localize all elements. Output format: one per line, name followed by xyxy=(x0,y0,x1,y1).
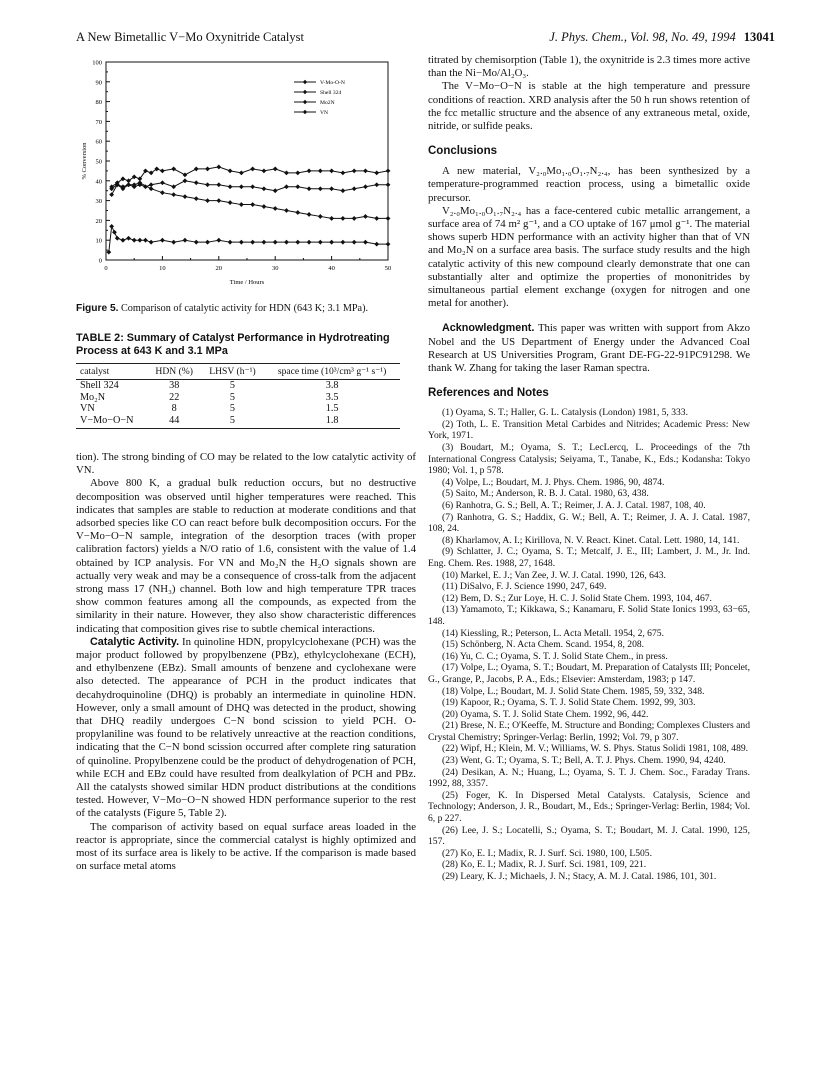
reference-item: (23) Went, G. T.; Oyama, S. T.; Bell, A. T. J. Phys. Chem. 1990, 94, 4240. xyxy=(442,755,726,767)
acknowledgment-text: This paper was written with support from Akzo Nobel and the US Department of Energy under the Advanced Coal Research at US Universities Program, Grant DE-FG-22-91PC91298. We thank W. Zhang for taking the laser Raman spectra. xyxy=(428,322,750,375)
reference-item: (11) DiSalvo, F. J. Science 1990, 247, 649. xyxy=(442,581,607,593)
table-cell: 5 xyxy=(201,415,264,429)
data-point xyxy=(386,242,391,247)
paragraph-catalytic-activity xyxy=(76,636,416,821)
paragraph: titrated by chemisorption (Table 1), the oxynitride is 2.3 times more active than the Ni−Mo/Al₂O₃. xyxy=(428,54,750,80)
data-point xyxy=(273,167,278,172)
data-point xyxy=(273,206,278,211)
data-point xyxy=(295,184,300,189)
data-point xyxy=(318,214,323,219)
plot-frame xyxy=(106,62,388,260)
data-point xyxy=(216,198,221,203)
data-point xyxy=(183,238,188,243)
table-row xyxy=(76,403,400,415)
data-point xyxy=(262,186,267,191)
data-point xyxy=(307,169,312,174)
data-point xyxy=(374,182,379,187)
table-cell: 44 xyxy=(148,415,201,429)
y-tick-label: 50 xyxy=(95,158,102,166)
data-point xyxy=(386,169,391,174)
data-point xyxy=(205,240,210,245)
data-point xyxy=(295,170,300,175)
paragraph-text: In quinoline HDN, propylcyclohexane (PCH) was the major product followed by propylbenzene (PBz), ethylcyclohexane (ECH), and ethylbenzene (EBz). Small amounts of benzene and cyclohexane were also detected. The appearance of PCH in the product indicates that decahydroquinoline (DHQ) is probably an intermediate in quinoline HDN. However, only a small amount of DHQ was detected in the product, showing that DHQ readily undergoes C−N bond scission to yield PCH. O-propylaniline was found to be relatively unreactive at the reaction conditions, indicating that the C−N bond scission occurred after complete ring saturation of quinoline. Propylbenzene could be the product of dehydrogenation of PCH, while ECH and EBz could have resulted from dealkylation of PCH and PBz. All the catalysts showed similar HDN product distributions at the conditions tested. However, V−Mo−O−N showed HDN performance superior to the rest of the catalysts (Figure 5, Table 2). xyxy=(76,635,416,820)
data-point xyxy=(228,169,233,174)
left-column xyxy=(76,54,416,874)
x-tick-label: 30 xyxy=(271,265,279,272)
legend-marker xyxy=(303,90,307,94)
data-point xyxy=(115,236,120,241)
table-title: TABLE 2: Summary of Catalyst Performance in Hydrotreating Process at 643 K and 3.1 MPa xyxy=(76,332,390,357)
data-point xyxy=(307,186,312,191)
data-point xyxy=(194,240,199,245)
data-point xyxy=(273,240,278,245)
data-point xyxy=(250,202,255,207)
data-point xyxy=(386,216,391,221)
y-tick-label: 30 xyxy=(95,198,102,206)
table-row xyxy=(76,392,400,404)
table-cell: Mo₂N xyxy=(80,391,106,403)
data-point xyxy=(329,186,334,191)
data-point xyxy=(228,184,233,189)
data-point xyxy=(363,214,368,219)
reference-item: (9) Schlatter, J. C.; Oyama, S. T.; Metcalf, J. E., III; Lambert, J. M., Jr. Ind. Eng. Chem. Res. 1988, 27, 1648. xyxy=(428,546,750,569)
data-point xyxy=(239,184,244,189)
data-point xyxy=(171,167,176,172)
data-point xyxy=(352,169,357,174)
series-line xyxy=(112,183,388,219)
y-tick-label: 80 xyxy=(95,99,102,107)
data-point xyxy=(137,238,142,243)
data-point xyxy=(284,170,289,175)
section-heading-references: References and Notes xyxy=(428,387,549,400)
table-cell: 3.5 xyxy=(325,391,339,403)
data-point xyxy=(307,212,312,217)
data-point xyxy=(307,240,312,245)
figure-5 xyxy=(76,54,416,314)
data-point xyxy=(352,186,357,191)
table-row xyxy=(76,380,400,392)
reference-item: (16) Yu, C. C.; Oyama, S. T. J. Solid State Chem., in press. xyxy=(442,650,668,662)
table-cell: 1.8 xyxy=(264,415,400,429)
reference-item: (4) Volpe, L.; Boudart, M. J. Phys. Chem. 1986, 90, 4874. xyxy=(442,476,665,488)
reference-item: (13) Yamamoto, T.; Kikkawa, S.; Kanamaru, F. Solid State Ionics 1993, 63−65, 148. xyxy=(428,604,750,627)
run-in-heading: Acknowledgment. xyxy=(442,322,535,335)
data-point xyxy=(262,169,267,174)
reference-item: (8) Kharlamov, A. I.; Kirillova, N. V. React. Kinet. Catal. Lett. 1980, 14, 141. xyxy=(442,534,740,546)
legend-label: Shell 324 xyxy=(320,90,342,97)
data-point xyxy=(183,178,188,183)
data-point xyxy=(295,210,300,215)
series-3 xyxy=(106,224,390,255)
table-cell: 5 xyxy=(229,380,236,391)
paragraph: Above 800 K, a gradual bulk reduction occurs, but no destructive decomposition was observed until higher temperatures were reached. This indicates that samples are stable to reduction at moderate conditions and that adsorbed species like CO can react before bulk decomposition occurs. For the V−Mo−O−N sample, integration of the desorption traces (with proper calibration factors) yields a N/O ratio of 1.6, consistent with the value of 1.4 obtained by ICP analysis. For VN and Mo₂N the H₂O signals shown are actually very weak and may be a consequence of cross-talk from the adjacent strong mass 17 (NH₃) channel. Both low and high temperature TPR traces show common features among all the compounds, as expected from the similarity in their nature. However, they also show characteristic differences indicating that composition gives rise to subtle chemical interactions. xyxy=(76,477,416,635)
table-cell: 3.8 xyxy=(325,380,339,391)
reference-list xyxy=(428,407,750,882)
series-line xyxy=(109,226,388,252)
data-point xyxy=(284,240,289,245)
running-title: A New Bimetallic V−Mo Oxynitride Catalyst xyxy=(76,30,304,44)
data-point xyxy=(121,238,126,243)
col-header: LHSV (h⁻¹) xyxy=(201,364,264,380)
paragraph: The V−Mo−O−N is stable at the high temperature and pressure conditions of reaction. XRD analysis after the 50 h run shows retention of the fcc metallic structure and the absence of any extraneous metal, oxide, nitride, or sulfide peaks. xyxy=(428,80,750,133)
data-point xyxy=(363,169,368,174)
reference-item: (7) Ranhotra, G. S.; Haddix, G. W.; Bell, A. T.; Reimer, J. A. J. Catal. 1987, 108, 24. xyxy=(428,511,750,535)
data-point xyxy=(250,184,255,189)
reference-item: (15) Schönberg, N. Acta Chem. Scand. 1954, 8, 208. xyxy=(442,639,645,651)
data-point xyxy=(262,204,267,209)
data-point xyxy=(216,182,221,187)
data-point xyxy=(171,240,176,245)
reference-item: (21) Brese, N. E.; O'Keeffe, M. Structure and Bonding; Complexes Clusters and Crystal Chemistry; Springer-Verlag: Berlin, 1992; Vol. 79, p 307. xyxy=(428,720,750,743)
y-tick-label: 100 xyxy=(92,59,102,67)
data-point xyxy=(273,188,278,193)
table-cell: 1.5 xyxy=(325,403,339,414)
col-header: HDN (%) xyxy=(148,364,201,380)
data-point xyxy=(250,240,255,245)
data-point xyxy=(205,182,210,187)
data-point xyxy=(160,238,165,243)
paragraph: V₂.₀Mo₁.₀O₁.₇N₂.₄ has a face-centered cubic metallic arrangement, a surface area of 74 m² g⁻¹, and a CO uptake of 167 μmol g⁻¹. The material shows superb HDN performance with an activity higher than that of VN and Mo₂N on a surface area basis. The surface study results and the high catalytic activity of this new compound clearly demonstrate that one can substantially alter and optimize the properties of mononitrides by simultaneous partial element exchange (oxygen for nitrogen and one metal for another). xyxy=(428,204,750,310)
data-point xyxy=(194,196,199,201)
series-line xyxy=(112,181,388,195)
data-point xyxy=(340,170,345,175)
data-point xyxy=(239,170,244,175)
data-point xyxy=(171,192,176,197)
reference-item: (12) Bem, D. S.; Zur Loye, H. C. J. Solid State Chem. 1993, 104, 467. xyxy=(442,592,712,604)
data-point xyxy=(363,240,368,245)
reference-item: (25) Foger, K. In Dispersed Metal Catalysts. Catalysis, Science and Technology; Anderson, J. R., Boudart, M., Eds.; Springer-Verlag: Berlin, 1984; Vol. 6, p 227. xyxy=(428,789,750,825)
x-tick-label: 10 xyxy=(159,265,166,272)
table-cell: 8 xyxy=(171,403,177,414)
data-point xyxy=(228,200,233,205)
data-point xyxy=(329,169,334,174)
data-point xyxy=(216,165,221,170)
y-tick-label: 90 xyxy=(95,79,102,87)
data-point xyxy=(160,180,165,185)
data-point xyxy=(183,172,188,177)
y-tick-label: 60 xyxy=(95,138,102,146)
data-point xyxy=(205,167,210,172)
data-point xyxy=(329,240,334,245)
data-point xyxy=(205,198,210,203)
data-point xyxy=(340,188,345,193)
data-point xyxy=(132,238,137,243)
y-tick-label: 0 xyxy=(98,257,102,265)
journal-name: J. Phys. Chem., Vol. 98, No. 49, 1994 xyxy=(549,30,736,44)
col-header: catalyst xyxy=(76,364,148,380)
reference-item: (17) Volpe, L.; Oyama, S. T.; Boudart, M. Preparation of Catalysts III; Poncelet, G., Grange, P., Jacobs, P. A., Eds.; Elsevier: Amsterdam, 1983; p 147. xyxy=(428,662,750,685)
data-point xyxy=(374,216,379,221)
x-axis-label: Time / Hours xyxy=(229,279,265,286)
data-point xyxy=(352,240,357,245)
table-cell: 38 xyxy=(169,380,180,391)
data-point xyxy=(374,170,379,175)
figure-label: Figure 5. xyxy=(76,303,119,314)
data-point xyxy=(183,194,188,199)
data-point xyxy=(143,238,148,243)
legend-label: VN xyxy=(320,110,329,117)
y-tick-label: 20 xyxy=(95,217,102,225)
table-cell: VN xyxy=(80,403,95,414)
data-point xyxy=(149,240,154,245)
table-cell: Shell 324 xyxy=(80,380,119,391)
legend-marker xyxy=(303,110,307,114)
data-point xyxy=(250,167,255,172)
data-point xyxy=(228,240,233,245)
data-point xyxy=(239,202,244,207)
reference-item: (10) Markel, E. J.; Van Zee, J. W. J. Catal. 1990, 126, 643. xyxy=(442,569,666,581)
acknowledgment xyxy=(428,322,750,375)
data-point xyxy=(295,240,300,245)
data-point xyxy=(318,240,323,245)
data-point xyxy=(239,240,244,245)
data-point xyxy=(262,240,267,245)
data-point xyxy=(374,242,379,247)
x-tick-label: 40 xyxy=(328,265,335,272)
legend-marker xyxy=(303,100,307,104)
reference-item: (29) Leary, K. J.; Michaels, J. N.; Stacy, A. M. J. Catal. 1986, 101, 301. xyxy=(442,871,717,883)
reference-item: (20) Oyama, S. T. J. Solid State Chem. 1992, 96, 442. xyxy=(442,708,649,720)
reference-item: (28) Ko, E. I.; Madix, R. J. Surf. Sci. 1981, 109, 221. xyxy=(442,859,647,871)
data-point xyxy=(352,216,357,221)
reference-item: (1) Oyama, S. T.; Haller, G. L. Catalysis (London) 1981, 5, 333. xyxy=(442,407,688,419)
data-point xyxy=(109,224,114,229)
table-cell: 5 xyxy=(229,403,236,414)
figure-caption xyxy=(76,303,416,314)
data-point xyxy=(194,180,199,185)
data-point xyxy=(216,238,221,243)
paragraph: The comparison of activity based on equal surface areas loaded in the reactor is appropriate, since the commercial catalyst is highly optimized and most of its surface area is likely to be active. If the comparison is made based on surface metal atoms xyxy=(76,820,416,873)
legend-label: V-Mo-O-N xyxy=(320,80,345,87)
right-column xyxy=(428,54,750,883)
reference-item: (2) Toth, L. E. Transition Metal Carbides and Nitrides; Academic Press: New York, 1971. xyxy=(428,418,750,442)
x-tick-label: 50 xyxy=(384,265,392,272)
data-point xyxy=(340,216,345,221)
performance-table xyxy=(76,363,400,429)
data-point xyxy=(329,216,334,221)
reference-item: (27) Ko, E. I.; Madix, R. J. Surf. Sci. 1980, 100, L505. xyxy=(442,847,652,859)
data-point xyxy=(112,230,117,235)
data-point xyxy=(194,167,199,172)
reference-item: (3) Boudart, M.; Oyama, S. T.; LecLercq, L. Proceedings of the 7th International Congress Catalysis; Seiyama, T., Tanabe, K., Eds.; Kodansha: Tokyo 1980; Vol. 1, p 578. xyxy=(428,442,750,477)
y-tick-label: 10 xyxy=(95,237,102,245)
y-axis-label: % Conversion xyxy=(81,142,88,180)
table-row xyxy=(76,415,400,429)
table-cell: 22 xyxy=(169,391,180,403)
journal-citation xyxy=(549,30,775,45)
data-point xyxy=(363,184,368,189)
data-point xyxy=(109,192,114,197)
reference-item: (14) Kiessling, R.; Peterson, L. Acta Metall. 1954, 2, 675. xyxy=(442,627,664,639)
x-tick-label: 0 xyxy=(104,265,108,272)
data-point xyxy=(284,208,289,213)
reference-item: (5) Saito, M.; Anderson, R. B. J. Catal. 1980, 63, 438. xyxy=(442,488,649,500)
reference-item: (26) Lee, J. S.; Locatelli, S.; Oyama, S. T.; Boudart, M. J. Catal. 1990, 125, 157. xyxy=(428,824,750,848)
data-point xyxy=(126,236,131,241)
section-heading-conclusions: Conclusions xyxy=(428,145,498,158)
y-tick-label: 70 xyxy=(95,118,102,126)
paragraph: tion). The strong binding of CO may be related to the low catalytic activity of VN. xyxy=(76,451,416,477)
table-cell: 5 xyxy=(229,391,236,403)
paragraph: A new material, V₂.₀Mo₁.₀O₁.₇N₂.₄, has been synthesized by a temperature-programmed reaction process, using a bimetallic oxide precursor. xyxy=(428,165,750,204)
data-point xyxy=(318,186,323,191)
y-tick-label: 40 xyxy=(95,178,102,186)
page-number: 13041 xyxy=(743,30,775,44)
data-point xyxy=(160,169,165,174)
table-cell: V−Mo−O−N xyxy=(76,415,148,429)
figure-caption-text: Comparison of catalytic activity for HDN (643 K; 3.1 MPa). xyxy=(121,303,369,314)
reference-item: (18) Volpe, L.; Boudart, M. J. Solid State Chem. 1985, 59, 332, 348. xyxy=(442,685,705,697)
legend-marker xyxy=(303,80,307,84)
data-point xyxy=(318,169,323,174)
data-point xyxy=(340,240,345,245)
series-line xyxy=(112,167,388,187)
legend-label: Mo2N xyxy=(320,100,335,107)
table-header-row xyxy=(76,364,400,380)
conversion-chart xyxy=(76,54,406,294)
data-point xyxy=(171,184,176,189)
x-tick-label: 20 xyxy=(215,265,223,272)
run-in-heading: Catalytic Activity. xyxy=(90,635,180,648)
data-point xyxy=(160,190,165,195)
reference-item: (19) Kapoor, R.; Oyama, S. T. J. Solid State Chem. 1992, 99, 303. xyxy=(442,697,696,709)
reference-item: (24) Desikan, A. N.; Huang, L.; Oyama, S. T. J. Chem. Soc., Faraday Trans. 1992, 88, 3357. xyxy=(428,766,750,790)
reference-item: (6) Ranhotra, G. S.; Bell, A. T.; Reimer, J. A. J. Catal. 1987, 108, 40. xyxy=(442,500,706,512)
data-point xyxy=(386,182,391,187)
data-point xyxy=(284,184,289,189)
col-header: space time (10³/cm³ g⁻¹ s⁻¹) xyxy=(264,364,400,380)
data-point xyxy=(149,186,154,191)
reference-item: (22) Wipf, H.; Klein, M. V.; Williams, W. S. Phys. Status Solidi 1981, 108, 489. xyxy=(442,743,749,755)
